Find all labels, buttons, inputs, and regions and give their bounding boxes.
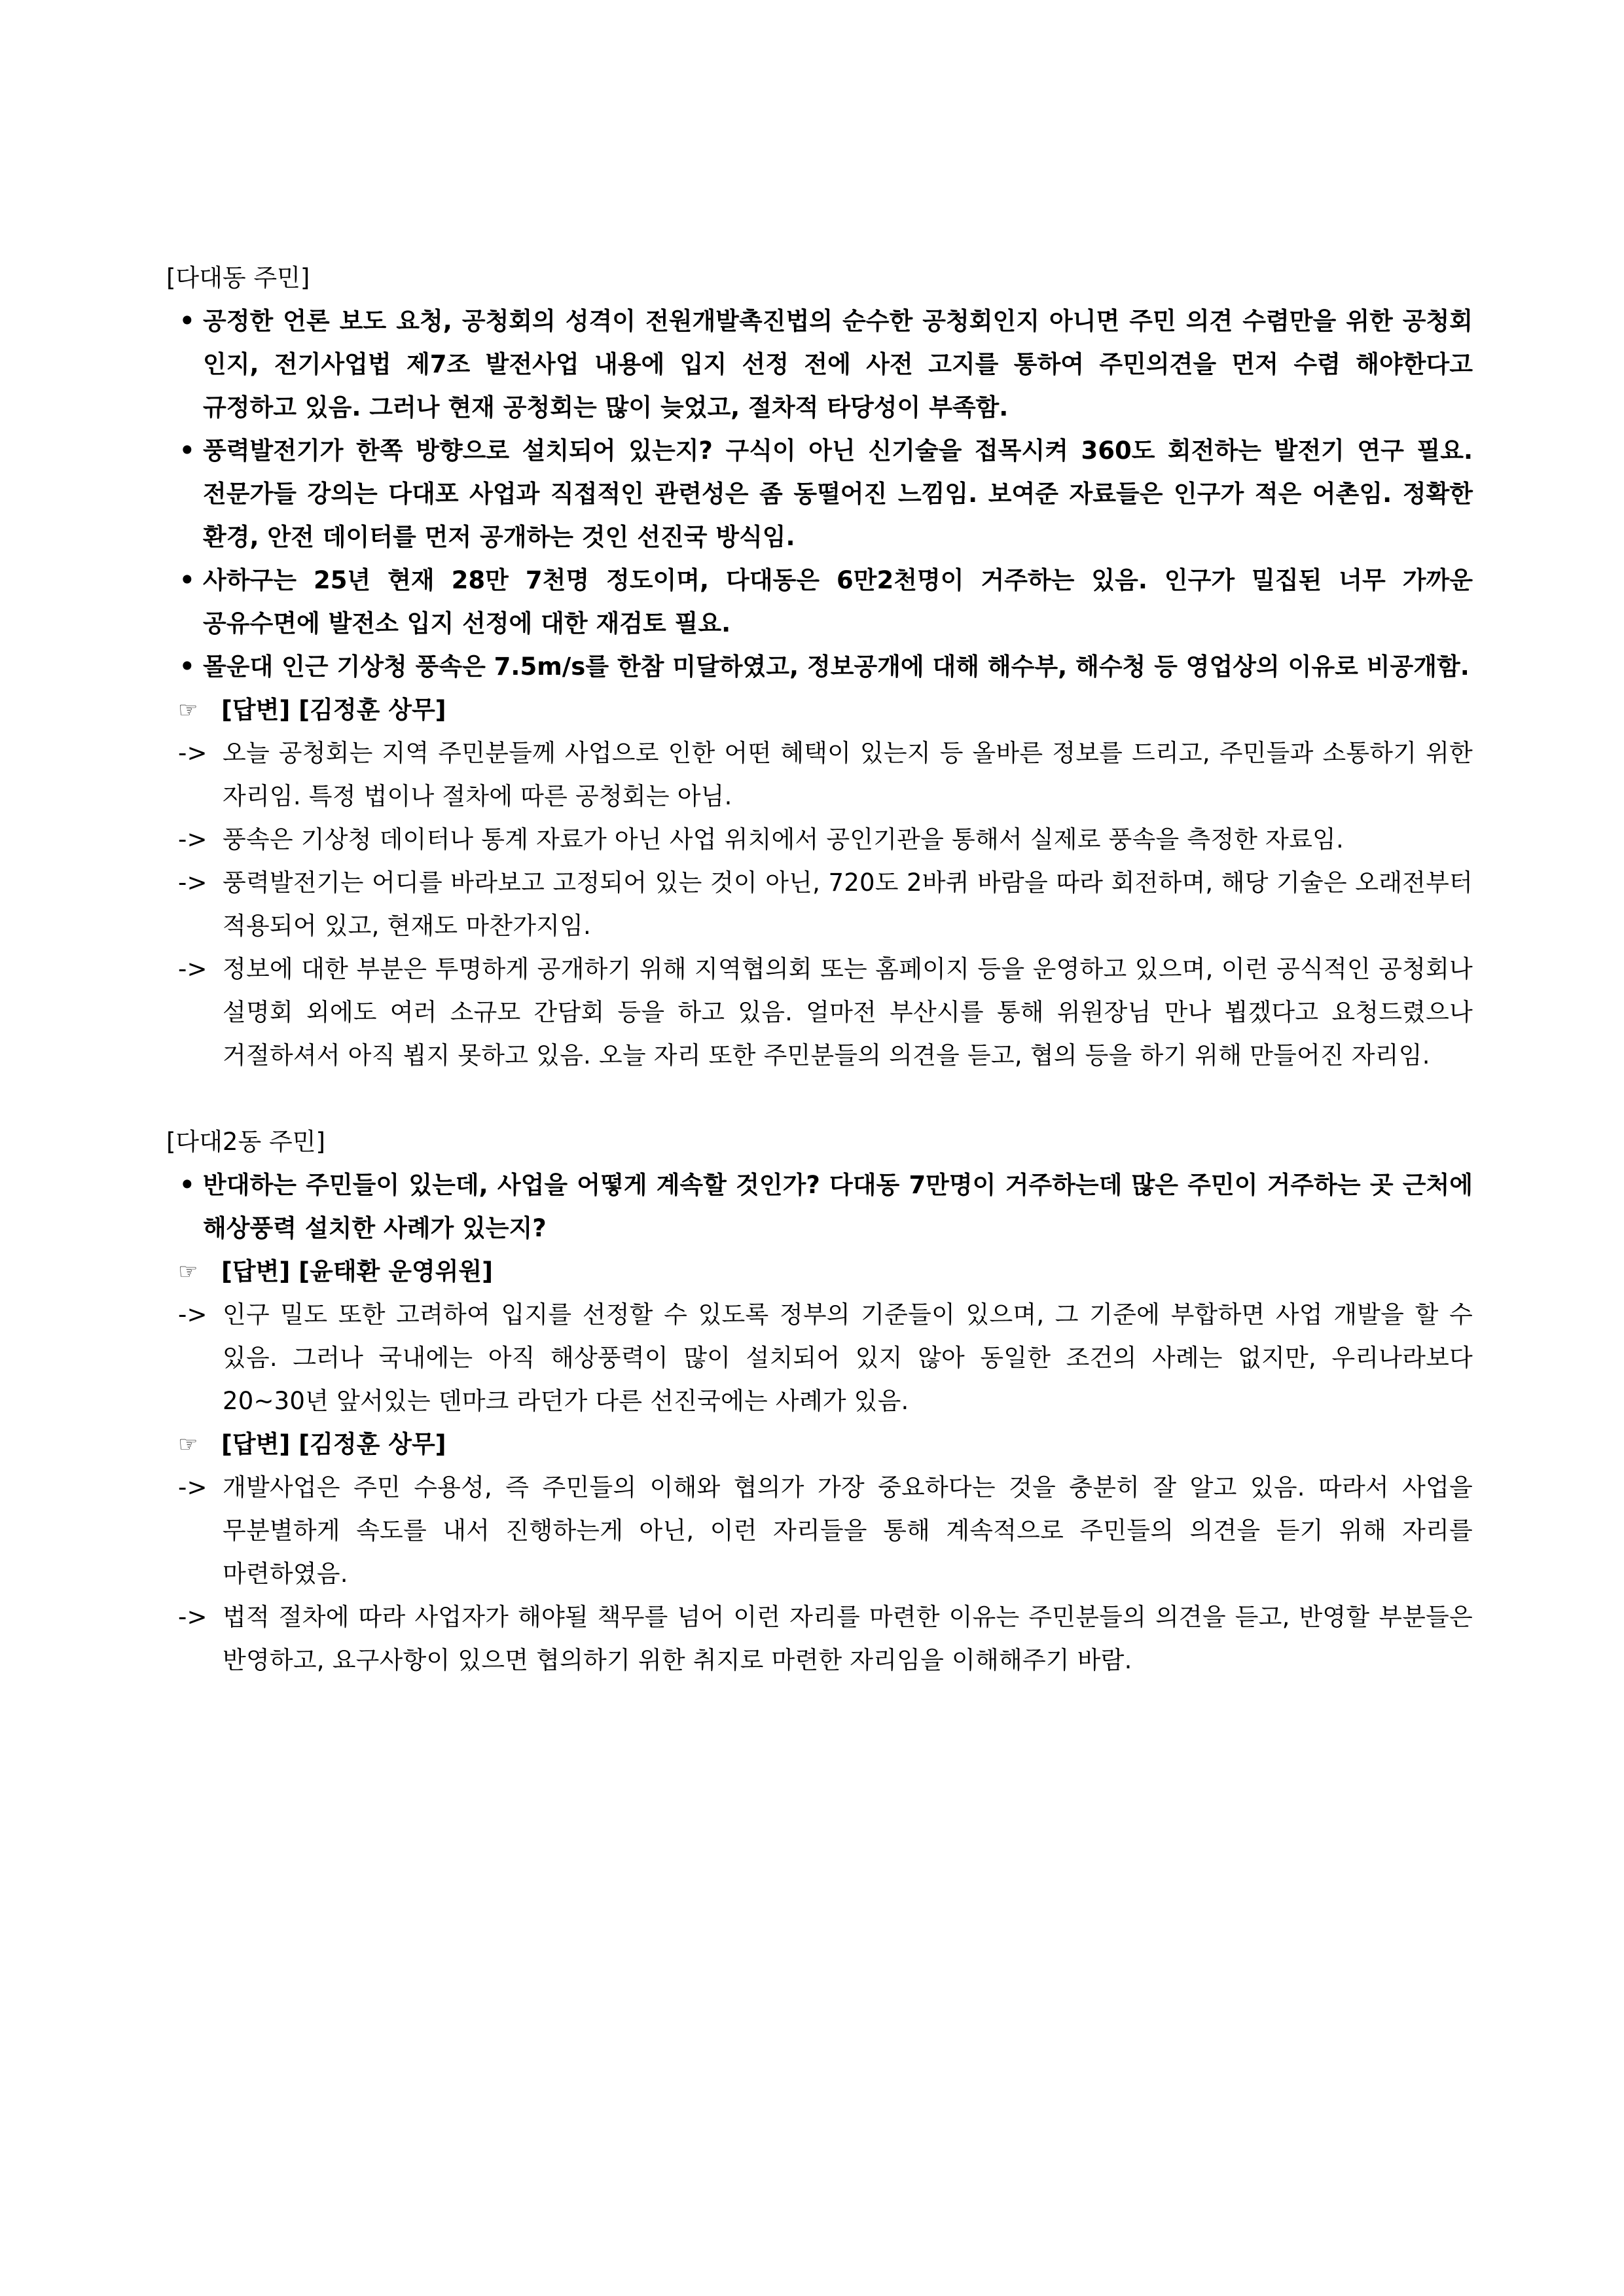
section-title: [다대동 주민] (166, 264, 310, 292)
arrow-icon: -> (178, 825, 208, 853)
pointing-hand-icon: ☞ (178, 697, 198, 723)
answer-text: 풍력발전기는 어디를 바라보고 고정되어 있는 것이 아닌, 720도 2바퀴 바람을 따라 회전하며, 해당 기술은 오래전부터 적용되어 있고, 현재도 마찬가지임. (223, 869, 1473, 940)
answer-heading-text: [답변] [김정훈 상무] (221, 696, 446, 724)
answer-heading-text: [답변] [윤태환 운영위원] (221, 1257, 494, 1285)
answer-line (166, 1466, 1473, 1596)
arrow-icon: -> (178, 1300, 208, 1329)
answer-line (166, 1596, 1473, 1682)
question-text: 풍력발전기가 한쪽 방향으로 설치되어 있는지? 구식이 아닌 신기술을 접목시켜 360도 회전하는 발전기 연구 필요. 전문가들 강의는 다대포 사업과 직접적인 관련성은 좀 동떨어진 느낌임. 보여준 자료들은 인구가 적은 어촌임. 정확한 환경, 안전 데이터를 먼저 공개하는 것인 선진국 방식임. (203, 437, 1473, 551)
answer-text: 풍속은 기상청 데이터나 통계 자료가 아닌 사업 위치에서 공인기관을 통해서 실제로 풍속을 측정한 자료임. (223, 825, 1344, 853)
answer-text: 법적 절차에 따라 사업자가 해야될 책무를 넘어 이런 자리를 마련한 이유는 주민분들의 의견을 듣고, 반영할 부분들은 반영하고, 요구사항이 있으면 협의하기 위한 취지로 마련한 자리임을 이해해주기 바람. (223, 1603, 1473, 1674)
answer-line (166, 732, 1473, 818)
answer-heading (166, 1423, 1473, 1466)
question-text: 공정한 언론 보도 요청, 공청회의 성격이 전원개발촉진법의 순수한 공청회인지 아니면 주민 의견 수렴만을 위한 공청회 인지, 전기사업법 제7조 발전사업 내용에 입지 선정 전에 사전 고지를 통하여 주민의견을 먼저 수렴 해야한다고 규정하고 있음. 그러나 현재 공청회는 많이 늦었고, 절차적 타당성이 부족함. (203, 307, 1473, 422)
answer-line (166, 818, 1473, 861)
answer-text: 오늘 공청회는 지역 주민분들께 사업으로 인한 어떤 혜택이 있는지 등 올바른 정보를 드리고, 주민들과 소통하기 위한 자리임. 특정 법이나 절차에 따른 공청회는 아님. (223, 739, 1473, 810)
section-dadae-dong-residents (166, 257, 1473, 1077)
bullet-icon: • (179, 307, 195, 335)
bullet-icon: • (179, 653, 195, 681)
bullet-icon: • (179, 437, 195, 465)
arrow-icon: -> (178, 1473, 208, 1501)
answer-line (166, 861, 1473, 948)
answer-heading (166, 1250, 1473, 1293)
pointing-hand-icon: ☞ (178, 1431, 198, 1458)
bullet-icon: • (179, 566, 195, 594)
answer-line (166, 948, 1473, 1077)
answer-text: 인구 밀도 또한 고려하여 입지를 선정할 수 있도록 정부의 기준들이 있으며, 그 기준에 부합하면 사업 개발을 할 수 있음. 그러나 국내에는 아직 해상풍력이 많이 설치되어 있지 않아 동일한 조건의 사례는 없지만, 우리나라보다 20~30년 앞서있는 덴마크 라던가 다른 선진국에는 사례가 있음. (223, 1300, 1473, 1415)
question-text: 몰운대 인근 기상청 풍속은 7.5m/s를 한참 미달하였고, 정보공개에 대해 해수부, 해수청 등 영업상의 이유로 비공개함. (203, 653, 1470, 681)
arrow-icon: -> (178, 955, 208, 983)
question-item (166, 645, 1473, 689)
question-item (166, 1164, 1473, 1250)
arrow-icon: -> (178, 739, 208, 767)
answer-heading-text: [답변] [김정훈 상무] (221, 1430, 446, 1458)
answer-line (166, 1293, 1473, 1423)
arrow-icon: -> (178, 869, 208, 897)
question-item (166, 559, 1473, 645)
section-dadae-2-dong-residents (166, 1121, 1473, 1682)
arrow-icon: -> (178, 1603, 208, 1631)
question-text: 반대하는 주민들이 있는데, 사업을 어떻게 계속할 것인가? 다대동 7만명이 거주하는데 많은 주민이 거주하는 곳 근처에 해상풍력 설치한 사례가 있는지? (203, 1171, 1473, 1242)
document-page (166, 257, 1473, 1725)
answer-text: 개발사업은 주민 수용성, 즉 주민들의 이해와 협의가 가장 중요하다는 것을 충분히 잘 알고 있음. 따라서 사업을 무분별하게 속도를 내서 진행하는게 아닌, 이런 자리들을 통해 계속적으로 주민들의 의견을 듣기 위해 자리를 마련하였음. (223, 1473, 1473, 1588)
bullet-icon: • (179, 1171, 195, 1199)
question-item (166, 429, 1473, 559)
question-item (166, 300, 1473, 429)
answer-text: 정보에 대한 부분은 투명하게 공개하기 위해 지역협의회 또는 홈페이지 등을 운영하고 있으며, 이런 공식적인 공청회나 설명회 외에도 여러 소규모 간담회 등을 하고 있음. 얼마전 부산시를 통해 위원장님 만나 뵙겠다고 요청드렸으나 거절하셔서 아직 뵙지 못하고 있음. 오늘 자리 또한 주민분들의 의견을 듣고, 협의 등을 하기 위해 만들어진 자리임. (223, 955, 1473, 1069)
answer-heading (166, 689, 1473, 732)
section-title: [다대2동 주민] (166, 1128, 325, 1156)
question-text: 사하구는 25년 현재 28만 7천명 정도이며, 다대동은 6만2천명이 거주하는 있음. 인구가 밀집된 너무 가까운 공유수면에 발전소 입지 선정에 대한 재검토 필요. (203, 566, 1473, 637)
pointing-hand-icon: ☞ (178, 1259, 198, 1285)
